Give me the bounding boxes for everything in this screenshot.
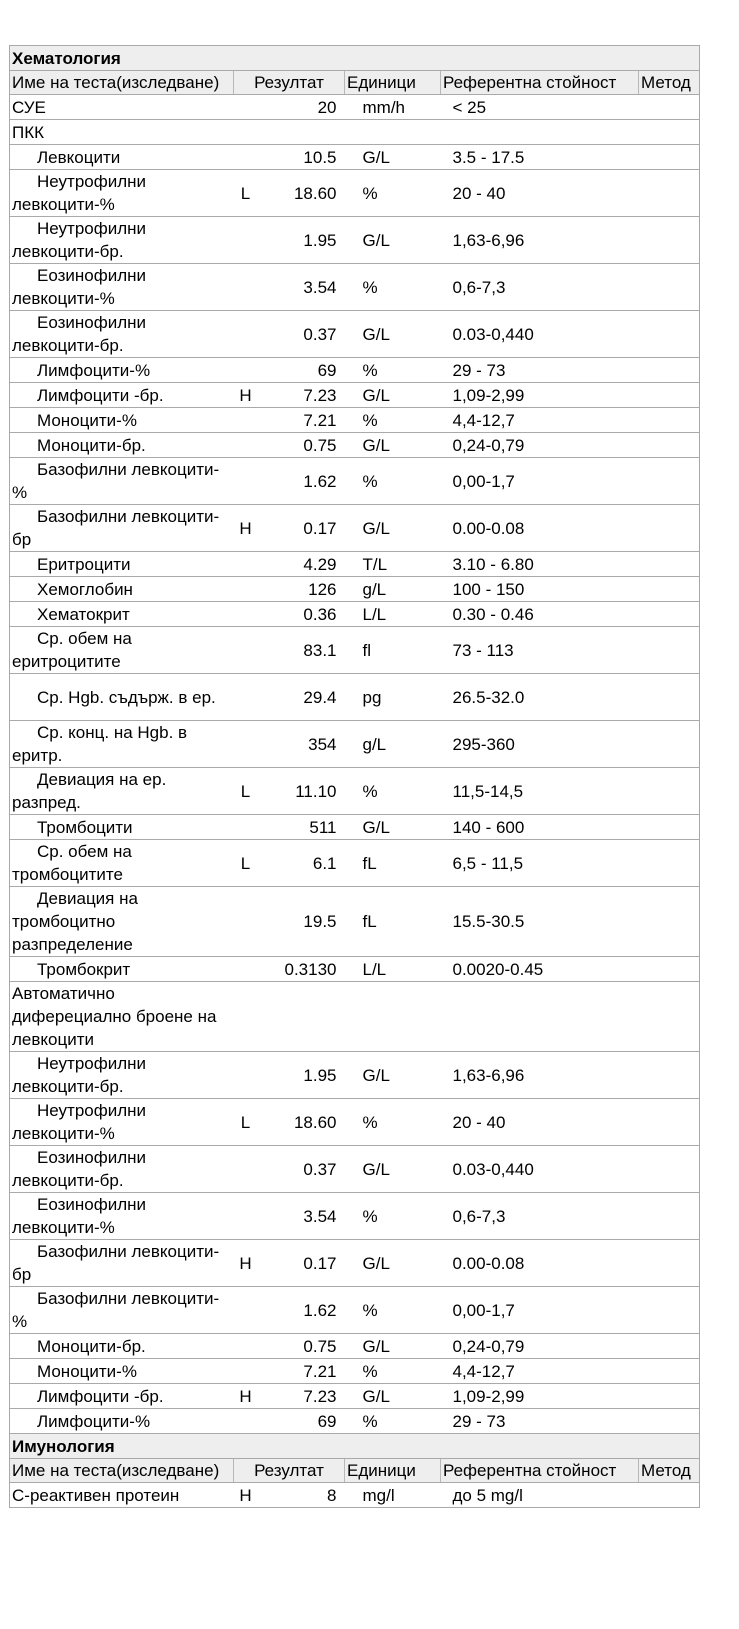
- result-flag: [234, 458, 258, 505]
- result-flag: [234, 721, 258, 768]
- result-value: [258, 120, 345, 145]
- method-cell: [639, 120, 700, 145]
- result-value: 7.23: [258, 383, 345, 408]
- result-flag: [234, 145, 258, 170]
- header-method: Метод: [639, 1459, 700, 1483]
- method-cell: [639, 1359, 700, 1384]
- test-name: Тромбокрит: [10, 957, 234, 982]
- table-row: [10, 358, 700, 383]
- reference-range: 73 - 113: [441, 627, 639, 674]
- result-value: 10.5: [258, 145, 345, 170]
- result-unit: G/L: [345, 1146, 441, 1193]
- table-row: [10, 840, 700, 887]
- test-name: Автоматично диферециално броене на левкоцити: [10, 982, 234, 1052]
- reference-range: 0.00-0.08: [441, 1240, 639, 1287]
- result-flag: [234, 602, 258, 627]
- table-row: [10, 1359, 700, 1384]
- reference-range: [441, 982, 639, 1052]
- reference-range: 3.5 - 17.5: [441, 145, 639, 170]
- result-unit: G/L: [345, 815, 441, 840]
- result-unit: fl: [345, 627, 441, 674]
- result-unit: L/L: [345, 602, 441, 627]
- result-value: 69: [258, 1409, 345, 1434]
- result-value: 1.62: [258, 1287, 345, 1334]
- result-unit: %: [345, 264, 441, 311]
- result-unit: pg: [345, 674, 441, 721]
- reference-range: до 5 mg/l: [441, 1483, 639, 1508]
- result-flag: H: [234, 383, 258, 408]
- reference-range: 1,63-6,96: [441, 217, 639, 264]
- method-cell: [639, 311, 700, 358]
- result-flag: [234, 433, 258, 458]
- result-unit: G/L: [345, 217, 441, 264]
- method-cell: [639, 982, 700, 1052]
- section-title: Имунология: [10, 1434, 700, 1459]
- method-cell: [639, 1240, 700, 1287]
- method-cell: [639, 264, 700, 311]
- test-name: Девиация на тромбоцитно разпределение: [10, 887, 234, 957]
- test-name: Базофилни левкоцити-%: [10, 458, 234, 505]
- reference-range: 295-360: [441, 721, 639, 768]
- result-unit: %: [345, 1099, 441, 1146]
- result-flag: [234, 1287, 258, 1334]
- result-value: 29.4: [258, 674, 345, 721]
- result-unit: %: [345, 768, 441, 815]
- reference-range: 20 - 40: [441, 1099, 639, 1146]
- method-cell: [639, 887, 700, 957]
- table-row: [10, 552, 700, 577]
- method-cell: [639, 217, 700, 264]
- method-cell: [639, 815, 700, 840]
- method-cell: [639, 1146, 700, 1193]
- table-row: [10, 602, 700, 627]
- result-unit: %: [345, 1287, 441, 1334]
- test-name: Моноцити-%: [10, 1359, 234, 1384]
- result-value: 0.36: [258, 602, 345, 627]
- table-row: [10, 1146, 700, 1193]
- result-unit: G/L: [345, 311, 441, 358]
- reference-range: 4,4-12,7: [441, 408, 639, 433]
- table-row: [10, 145, 700, 170]
- result-flag: [234, 887, 258, 957]
- result-value: 6.1: [258, 840, 345, 887]
- test-name: Лимфоцити-%: [10, 1409, 234, 1434]
- result-value: 0.17: [258, 505, 345, 552]
- reference-range: < 25: [441, 95, 639, 120]
- method-cell: [639, 1384, 700, 1409]
- result-flag: L: [234, 840, 258, 887]
- test-name: Ср. обем на еритроцитите: [10, 627, 234, 674]
- result-flag: [234, 264, 258, 311]
- result-value: 0.37: [258, 1146, 345, 1193]
- result-flag: H: [234, 505, 258, 552]
- test-name: Еозинофилни левкоцити-%: [10, 1193, 234, 1240]
- test-name: ПКК: [10, 120, 234, 145]
- method-cell: [639, 383, 700, 408]
- result-flag: [234, 217, 258, 264]
- result-flag: [234, 1146, 258, 1193]
- method-cell: [639, 433, 700, 458]
- result-flag: [234, 1359, 258, 1384]
- result-unit: %: [345, 408, 441, 433]
- reference-range: 6,5 - 11,5: [441, 840, 639, 887]
- test-name: Хемоглобин: [10, 577, 234, 602]
- result-flag: [234, 1193, 258, 1240]
- result-flag: [234, 815, 258, 840]
- result-value: 3.54: [258, 1193, 345, 1240]
- table-row: [10, 264, 700, 311]
- table-row: [10, 1052, 700, 1099]
- result-value: 20: [258, 95, 345, 120]
- result-unit: G/L: [345, 505, 441, 552]
- method-cell: [639, 577, 700, 602]
- table-row: [10, 217, 700, 264]
- result-flag: [234, 957, 258, 982]
- result-flag: [234, 95, 258, 120]
- result-value: 1.95: [258, 217, 345, 264]
- method-cell: [639, 957, 700, 982]
- reference-range: 140 - 600: [441, 815, 639, 840]
- header-result: Резултат: [234, 1459, 345, 1483]
- reference-range: 100 - 150: [441, 577, 639, 602]
- result-unit: [345, 982, 441, 1052]
- method-cell: [639, 840, 700, 887]
- header-test-name: Име на теста(изследване): [10, 71, 234, 95]
- table-row: [10, 1193, 700, 1240]
- table-row: [10, 957, 700, 982]
- table-row: [10, 627, 700, 674]
- test-name: Ср. обем на тромбоцитите: [10, 840, 234, 887]
- reference-range: 0,00-1,7: [441, 1287, 639, 1334]
- table-row: [10, 1099, 700, 1146]
- method-cell: [639, 1099, 700, 1146]
- method-cell: [639, 602, 700, 627]
- test-name: Ср. Hgb. съдърж. в ер.: [10, 674, 234, 721]
- table-row: [10, 1384, 700, 1409]
- result-value: 7.23: [258, 1384, 345, 1409]
- result-unit: %: [345, 170, 441, 217]
- reference-range: 11,5-14,5: [441, 768, 639, 815]
- result-unit: %: [345, 1409, 441, 1434]
- method-cell: [639, 768, 700, 815]
- test-name: Лимфоцити -бр.: [10, 383, 234, 408]
- test-name: Моноцити-%: [10, 408, 234, 433]
- header-reference: Референтна стойност: [441, 71, 639, 95]
- result-flag: [234, 627, 258, 674]
- result-unit: g/L: [345, 577, 441, 602]
- table-row: [10, 433, 700, 458]
- result-value: 18.60: [258, 170, 345, 217]
- method-cell: [639, 95, 700, 120]
- table-row: [10, 721, 700, 768]
- result-flag: [234, 1334, 258, 1359]
- test-name: Неутрофилни левкоцити-%: [10, 1099, 234, 1146]
- method-cell: [639, 458, 700, 505]
- result-value: 4.29: [258, 552, 345, 577]
- result-value: 18.60: [258, 1099, 345, 1146]
- result-unit: %: [345, 1359, 441, 1384]
- reference-range: [441, 120, 639, 145]
- reference-range: 0,24-0,79: [441, 1334, 639, 1359]
- results-table-body: [10, 46, 700, 1508]
- result-value: 0.17: [258, 1240, 345, 1287]
- result-unit: G/L: [345, 383, 441, 408]
- test-name: Еозинофилни левкоцити-бр.: [10, 311, 234, 358]
- test-name: Девиация на ер. разпред.: [10, 768, 234, 815]
- reference-range: 0.03-0,440: [441, 311, 639, 358]
- result-unit: G/L: [345, 1384, 441, 1409]
- result-value: 126: [258, 577, 345, 602]
- result-value: 0.75: [258, 433, 345, 458]
- result-value: 0.37: [258, 311, 345, 358]
- table-row: [10, 577, 700, 602]
- column-header-row: [10, 71, 700, 95]
- header-test-name: Име на теста(изследване): [10, 1459, 234, 1483]
- result-value: 69: [258, 358, 345, 383]
- result-flag: H: [234, 1483, 258, 1508]
- test-name: СУЕ: [10, 95, 234, 120]
- test-name: Еритроцити: [10, 552, 234, 577]
- test-name: Неутрофилни левкоцити-бр.: [10, 217, 234, 264]
- section-title: Хематология: [10, 46, 700, 71]
- table-row: [10, 815, 700, 840]
- table-row: [10, 458, 700, 505]
- result-unit: fL: [345, 887, 441, 957]
- result-unit: fL: [345, 840, 441, 887]
- method-cell: [639, 1052, 700, 1099]
- section-title-row: [10, 1434, 700, 1459]
- table-row: [10, 982, 700, 1052]
- table-row: [10, 408, 700, 433]
- table-row: [10, 311, 700, 358]
- table-row: [10, 1409, 700, 1434]
- result-unit: T/L: [345, 552, 441, 577]
- reference-range: 29 - 73: [441, 1409, 639, 1434]
- method-cell: [639, 1287, 700, 1334]
- result-flag: [234, 982, 258, 1052]
- reference-range: 20 - 40: [441, 170, 639, 217]
- reference-range: 26.5-32.0: [441, 674, 639, 721]
- result-unit: mg/l: [345, 1483, 441, 1508]
- test-name: Моноцити-бр.: [10, 433, 234, 458]
- reference-range: 0,00-1,7: [441, 458, 639, 505]
- result-flag: [234, 577, 258, 602]
- header-method: Метод: [639, 71, 700, 95]
- test-name: Базофилни левкоцити-бр: [10, 505, 234, 552]
- test-name: Еозинофилни левкоцити-%: [10, 264, 234, 311]
- reference-range: 1,09-2,99: [441, 1384, 639, 1409]
- result-unit: mm/h: [345, 95, 441, 120]
- test-name: Базофилни левкоцити-%: [10, 1287, 234, 1334]
- test-name: Лимфоцити -бр.: [10, 1384, 234, 1409]
- result-flag: [234, 311, 258, 358]
- table-row: [10, 383, 700, 408]
- test-name: Лимфоцити-%: [10, 358, 234, 383]
- test-name: Неутрофилни левкоцити-бр.: [10, 1052, 234, 1099]
- result-unit: G/L: [345, 1240, 441, 1287]
- result-unit: G/L: [345, 1334, 441, 1359]
- result-flag: [234, 1409, 258, 1434]
- reference-range: 0.30 - 0.46: [441, 602, 639, 627]
- table-row: [10, 1334, 700, 1359]
- test-name: Левкоцити: [10, 145, 234, 170]
- result-flag: L: [234, 1099, 258, 1146]
- reference-range: 0,6-7,3: [441, 1193, 639, 1240]
- method-cell: [639, 408, 700, 433]
- result-value: 83.1: [258, 627, 345, 674]
- reference-range: 0,6-7,3: [441, 264, 639, 311]
- method-cell: [639, 505, 700, 552]
- reference-range: 0.0020-0.45: [441, 957, 639, 982]
- reference-range: 4,4-12,7: [441, 1359, 639, 1384]
- table-row: [10, 887, 700, 957]
- result-value: 511: [258, 815, 345, 840]
- section-title-row: [10, 46, 700, 71]
- method-cell: [639, 1483, 700, 1508]
- reference-range: 0.00-0.08: [441, 505, 639, 552]
- table-row: [10, 1287, 700, 1334]
- test-name: Базофилни левкоцити-бр: [10, 1240, 234, 1287]
- method-cell: [639, 358, 700, 383]
- reference-range: 0,24-0,79: [441, 433, 639, 458]
- result-unit: g/L: [345, 721, 441, 768]
- header-units: Единици: [345, 1459, 441, 1483]
- lab-results-report: [9, 45, 699, 1508]
- header-result: Резултат: [234, 71, 345, 95]
- reference-range: 1,63-6,96: [441, 1052, 639, 1099]
- result-value: 7.21: [258, 1359, 345, 1384]
- table-row: [10, 1240, 700, 1287]
- header-reference: Референтна стойност: [441, 1459, 639, 1483]
- result-unit: %: [345, 358, 441, 383]
- result-unit: L/L: [345, 957, 441, 982]
- result-unit: [345, 120, 441, 145]
- result-flag: [234, 358, 258, 383]
- result-flag: H: [234, 1384, 258, 1409]
- result-unit: %: [345, 458, 441, 505]
- result-value: 1.62: [258, 458, 345, 505]
- results-table: [9, 45, 700, 1508]
- result-flag: [234, 1052, 258, 1099]
- reference-range: 3.10 - 6.80: [441, 552, 639, 577]
- test-name: Ср. конц. на Hgb. в еритр.: [10, 721, 234, 768]
- method-cell: [639, 170, 700, 217]
- result-value: 354: [258, 721, 345, 768]
- table-row: [10, 120, 700, 145]
- method-cell: [639, 1409, 700, 1434]
- table-row: [10, 1483, 700, 1508]
- method-cell: [639, 145, 700, 170]
- test-name: Неутрофилни левкоцити-%: [10, 170, 234, 217]
- table-row: [10, 505, 700, 552]
- method-cell: [639, 1193, 700, 1240]
- table-row: [10, 674, 700, 721]
- result-value: 0.75: [258, 1334, 345, 1359]
- result-flag: [234, 674, 258, 721]
- result-flag: [234, 120, 258, 145]
- method-cell: [639, 1334, 700, 1359]
- result-unit: G/L: [345, 1052, 441, 1099]
- test-name: Моноцити-бр.: [10, 1334, 234, 1359]
- table-row: [10, 170, 700, 217]
- table-row: [10, 95, 700, 120]
- result-flag: [234, 408, 258, 433]
- column-header-row: [10, 1459, 700, 1483]
- test-name: Хематокрит: [10, 602, 234, 627]
- result-value: 7.21: [258, 408, 345, 433]
- header-units: Единици: [345, 71, 441, 95]
- result-value: 11.10: [258, 768, 345, 815]
- reference-range: 1,09-2,99: [441, 383, 639, 408]
- test-name: Еозинофилни левкоцити-бр.: [10, 1146, 234, 1193]
- result-flag: L: [234, 170, 258, 217]
- reference-range: 15.5-30.5: [441, 887, 639, 957]
- result-value: 1.95: [258, 1052, 345, 1099]
- result-value: [258, 982, 345, 1052]
- reference-range: 0.03-0,440: [441, 1146, 639, 1193]
- result-unit: G/L: [345, 145, 441, 170]
- reference-range: 29 - 73: [441, 358, 639, 383]
- method-cell: [639, 552, 700, 577]
- test-name: Тромбоцити: [10, 815, 234, 840]
- test-name: С-реактивен протеин: [10, 1483, 234, 1508]
- result-value: 0.3130: [258, 957, 345, 982]
- result-unit: %: [345, 1193, 441, 1240]
- result-value: 19.5: [258, 887, 345, 957]
- method-cell: [639, 674, 700, 721]
- method-cell: [639, 627, 700, 674]
- result-value: 3.54: [258, 264, 345, 311]
- result-flag: [234, 552, 258, 577]
- result-value: 8: [258, 1483, 345, 1508]
- result-flag: L: [234, 768, 258, 815]
- result-unit: G/L: [345, 433, 441, 458]
- method-cell: [639, 721, 700, 768]
- table-row: [10, 768, 700, 815]
- result-flag: H: [234, 1240, 258, 1287]
